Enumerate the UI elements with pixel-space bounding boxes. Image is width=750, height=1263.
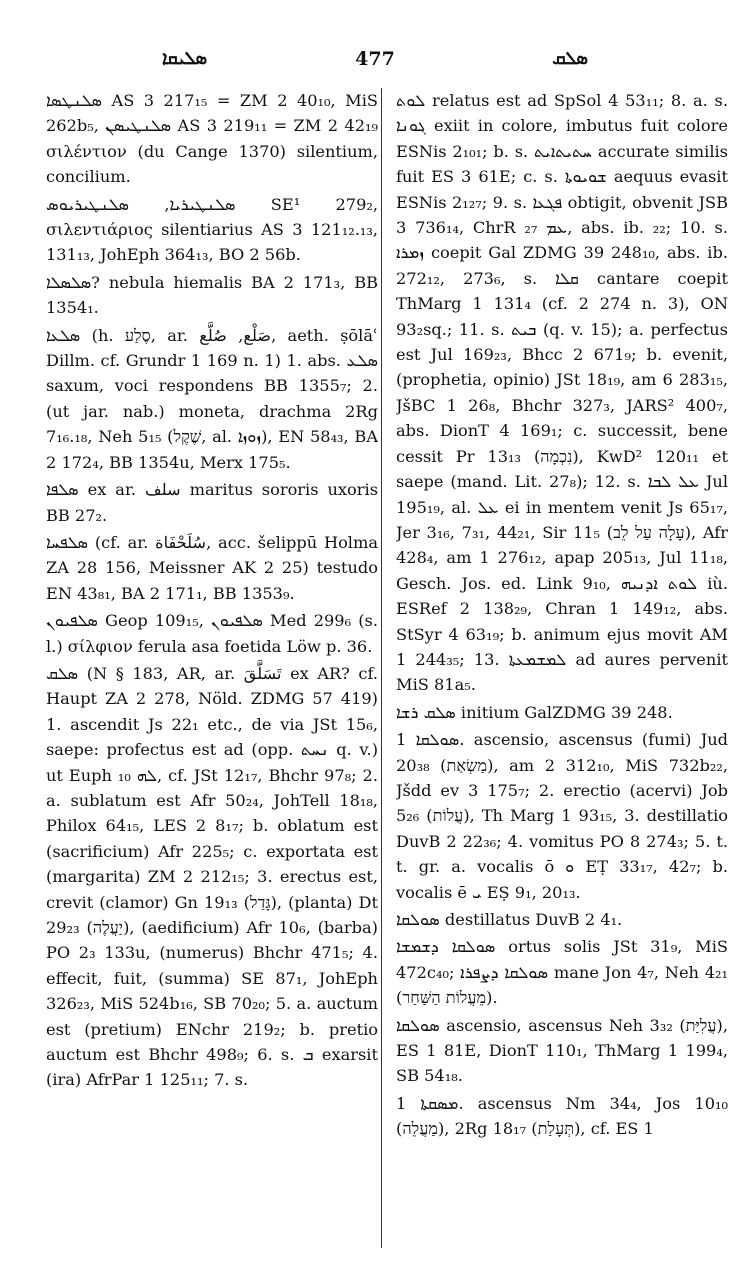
entry-silentium: ܣܠܢܛܣܐ AS 3 217₁₅ = ZM 2 40₁₀, MiS 262b₅, ܣܠܢܛܝܣܢ AS 3 219₁₁ = ZM 2 42₁₉ σιλέντιον (du Cange 1370) silentium, concilium.	[46, 91, 378, 187]
entry-saxum: ܣܠܥܐ (h. סֶלַע, ar. صَلْع, صُلَّع, aeth. ṣōlāʿ Dillm. cf. Grundr 1 169 n. 1) 1. abs. ܣܠܥ saxum, voci respondens BB 1355₇; 2. (ut jar. nab.) moneta, drachma 2Rg 7₁₆.₁₈, Neh 5₁₅ (שֶׁקֶל, al. ܙܘܙܐ), EN 58₄₃, BA 2 172₄, BB 1354u, Merx 175₅.	[46, 325, 378, 472]
entry-destillatus: ܣܘܠܩܐ destillatus DuvB 2 4₁.	[396, 910, 623, 929]
entry-testudo: ܣܠܦܚܐ (cf. ar. سُلَحْفَاة, acc. šelippū Holma ZA 28 156, Meissner AK 2 25) testudo EN 43₈₁, BA 2 171₁, BB 1353₉.	[46, 532, 378, 603]
entry-initium: ܣܠܩ ܪܫܐ initium GalZDMG 39 248.	[396, 702, 673, 722]
header-right-word: ܣܠܩ	[552, 48, 588, 69]
running-header	[40, 48, 710, 72]
right-column	[396, 88, 728, 1253]
header-left-word: ܣܠܝܩܐ	[162, 48, 208, 69]
column-divider	[381, 88, 382, 1248]
entry-maritus: ܣܠܦܐ ex ar. سلف maritus sororis uxoris BB 27₂.	[46, 480, 378, 525]
entry-ascensio: ܣܘܠܩܐ 1. ascensio, ascensus (fumi) Jud 20₃₈ (מַשְׂאַת), am 2 312₁₀, MiS 732b₂₂, Jšdd ev 3 175₇; 2. erectio (acervi) Job 5₂₆ (עֲלוֹת), Th Marg 1 93₁₅, 3. destillatio DuvB 2 22₃₆; 4. vomitus PO 8 274₃; 5. t. t. gr. a. vocalis ō ܘ EṬ 33₁₇, 42₇; b. vocalis ē ܝ EṢ 9₁, 20₁₃.	[396, 730, 728, 902]
entry-silentiarius: ܣܠܢܛܝܪܝܐ, ܣܠܢܛܝܪܝܘܣ SE¹ 279₂, σιλεντιάριος silentiarius AS 3 121₁₂.₁₃, 131₁₃, JohEph 364₁₃, BO 2 56b.	[46, 194, 378, 265]
entry-ascendit: ܣܠܩ (N § 183, AR, ar. تَسَلَّقَ ex AR? cf. Haupt ZA 2 278, Nöld. ZDMG 57 419) 1. ascendit Js 22₁ etc., de via JSt 15₆, saepe: profectus est ad (opp. ܢܚܬ q. v.) ut Euph ܠܗ ₁₀, cf. JSt 12₁₇, Bhchr 97₈; 2. a. sublatum est Afr 50₂₄, JohTell 18₁₈, Philox 64₁₅, LES 2 8₁₇; b. oblatum est (sacrificium) Afr 225₅; c. exportata est (margarita) ZM 2 212₁₅; 3. erectus est, crevit (clamor) Gn 19₁₃ (גָּדַל), (planta) Dt 29₂₃ (יַעֲלֶה), (aedificium) Afr 10₆, (barba) PO 2₃ 133u, (numerus) Bhchr 471₅; 4. effecit, fuit, (summa) SE 87₁, JohEph 326₂₃, MiS 524b₁₆, SB 70₂₀; 5. a. auctum est (pretium) ENchr 219₂; b. pretio auctum est Bhchr 498₉; 6. s. ܒ exarsit (ira) AfrPar 1 125₁₁; 7. s.	[46, 663, 378, 1090]
entry-ascensus-neh: ܣܘܠܩܐ ascensio, ascensus Neh 3₃₂ (עֲלִיַּת), ES 1 81E, DionT 110₁, ThMarg 1 199₄, SB 54₁₈.	[396, 1015, 728, 1086]
left-column	[46, 88, 378, 1253]
entry-silphion: ܣܠܦܝܘܢ Geop 109₁₅, ܣܠܦܝܘܢ Med 299₆ (s. l.) σίλφιον ferula asa foetida Löw p. 36.	[46, 611, 378, 656]
entry-ascensus-nm: ܡܣܩܬܐ 1. ascensus Nm 34₄, Jos 10₁₀ (מַעֲלֵה), 2Rg 18₁₇ (תְּעָלַת), cf. ES 1	[396, 1093, 728, 1139]
entry-nebula: ܣܠܣܠܐ? nebula hiemalis BA 2 171₃, BB 1354₁.	[46, 272, 378, 318]
entry-relatus: ܠܘܬ relatus est ad SpSol 4 53₁₁; 8. a. s. ܓܘܢܐ exiit in colore, imbutus fuit colore ESNis 2₁₀₁; b. s. ܚܬܝܬܐܝܬ accurate similis fuit ES 3 61E; c. s. ܫܘܝܘܬܐ aequus evasit ESNis 2₁₂₇; 9. s. ܦܓܥܐ obtigit, obvenit JSB 3 736₁₄, ChrR ܥܡ ₂₇, abs. ib. ₂₂; 10. s. ܙܡܪܐ coepit Gal ZDMG 39 248₁₀, abs. ib. 272₁₂, 273₆, s. ܩܠܐ cantare coepit ThMarg 1 131₄ (cf. 2 274 n. 3), ON 93₂sq.; 11. s. ܒܝܬ (q. v. 15); a. perfectus est Jul 169₂₃, Bhcc 2 671₉; b. evenit, (prophetia, opinio) JSt 18₁₉, am 6 283₁₅, JšBC 1 26₈, Bhchr 327₃, JARS² 400₇, abs. DionT 4 169₁; c. successit, bene cessit Pr 13₁₃ (נִכְמָה), KwD² 120₁₁ et saepe (mand. Lit. 27₈); 12. s. ܥܠ ܠܒܐ Jul 195₁₉, al. ܥܠ ei in mentem venit Js 65₁₇, Jer 3₁₆, 7₃₁, 44₂₁, Sir 11₅ (עָלָה עַל לֵב), Afr 428₄, am 1 276₁₂, apap 205₁₃, Jul 11₁₈, Gesch. Jos. ed. Link 9₁₀, ܠܘܬ ܐܕܢܝܗ iù. ESRef 2 138₂₉, Chran 1 149₁₂, abs. StSyr 4 63₁₉; b. animum ejus movit AM 1 244₃₅; 13. ܠܡܫܡܥܬܐ ad aures pervenit MiS 81a₅.	[396, 91, 728, 695]
page-number: 477	[355, 48, 395, 70]
entry-ortus-solis: ܣܘܠܩܐ ܕܫܡܫܐ ortus solis JSt 31₉, MiS 472c₄₀; ܣܘܠܩܐ ܕܨܦܪܐ mane Jon 4₇, Neh 4₂₁ (מֵעֲלוֹת הַשַּׁחַר).	[396, 937, 728, 1008]
